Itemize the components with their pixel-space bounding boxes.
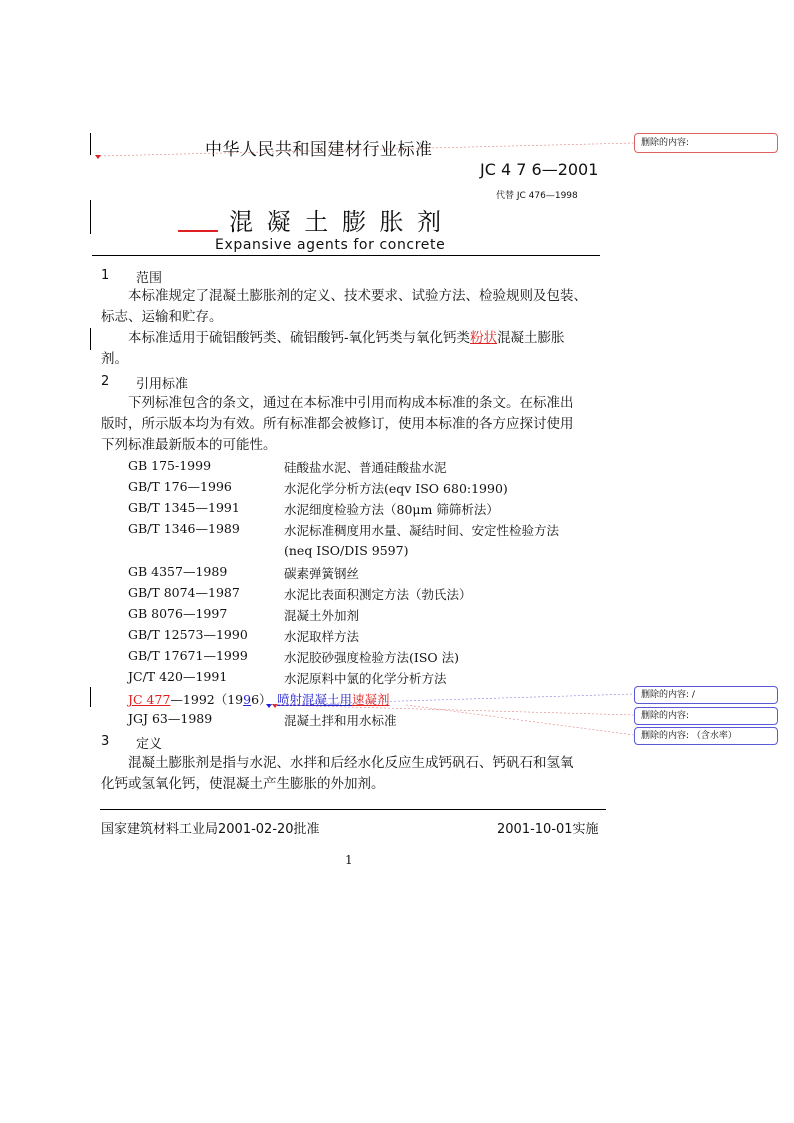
- ref-title: 混凝土外加剂: [284, 608, 360, 623]
- ref-code: GB/T 1346—1989: [128, 521, 240, 536]
- ref-code: —1992（19: [170, 692, 244, 707]
- approval-note: 国家建筑材料工业局2001-02-20批准: [101, 822, 320, 837]
- comment-balloon[interactable]: [634, 727, 778, 745]
- ref-title: 水泥比表面积测定方法（勃氏法）: [284, 587, 472, 602]
- ref-title: 水泥取样方法: [284, 629, 360, 644]
- ref-title: 碳素弹簧钢丝: [284, 566, 360, 581]
- ref-code: GB 4357—1989: [128, 564, 228, 579]
- ref-title: 水泥标准稠度用水量、凝结时间、安定性检验方法: [284, 523, 560, 538]
- ref-code: 6）: [251, 692, 272, 707]
- ref-title: 水泥细度检验方法（80μm 筛筛析法）: [284, 502, 499, 517]
- ref-title: (neq ISO/DIS 9597): [284, 543, 409, 558]
- footer-divider: [100, 809, 606, 810]
- ref-code: JC/T 420—1991: [128, 669, 228, 684]
- comment-balloon[interactable]: [634, 686, 778, 704]
- standard-title-cn: 混 凝 土 膨 胀 剂: [229, 208, 445, 236]
- standard-code: JC 4 7 6—2001: [480, 160, 599, 179]
- section-number: 3: [101, 734, 110, 749]
- paragraph-text: 本标准适用于硫铝酸钙类、硫铝酸钙-氧化钙类与氧化钙类: [128, 330, 471, 346]
- ref-code: GB 175-1999: [128, 458, 212, 473]
- inserted-text: 喷射混凝土用: [277, 692, 353, 707]
- section-heading: 定义: [136, 737, 163, 752]
- section-number: 2: [101, 374, 110, 389]
- comment-text: /: [689, 690, 695, 700]
- comment-balloon[interactable]: [634, 133, 778, 153]
- comment-label: 删除的内容:: [641, 690, 690, 700]
- inserted-text: 9: [243, 692, 252, 707]
- ref-code: GB/T 1345—1991: [128, 500, 240, 515]
- effective-date: 2001-10-01实施: [497, 822, 599, 837]
- comment-label: 删除的内容:: [641, 731, 690, 741]
- inserted-text: JC 477: [128, 692, 171, 707]
- replaces-note: 代替 JC 476—1998: [496, 191, 578, 201]
- ref-title: 水泥化学分析方法(eqv ISO 680:1990): [284, 481, 508, 496]
- paragraph-line: 剂。: [101, 351, 128, 367]
- issuer-title: 中华人民共和国建材行业标准: [205, 140, 433, 160]
- paragraph-line: 下列标准包含的条文，通过在本标准中引用而构成本标准的条文。在标准出: [128, 395, 574, 411]
- ref-title: 水泥原料中氯的化学分析方法: [284, 671, 447, 686]
- ref-title: 水泥胶砂强度检验方法(ISO 法): [284, 650, 459, 665]
- ref-code: JGJ 63—1989: [128, 711, 213, 726]
- ref-code: GB/T 12573—1990: [128, 627, 248, 642]
- comment-balloon[interactable]: [634, 707, 778, 725]
- ref-title: 硅酸盐水泥、普通硅酸盐水泥: [284, 460, 447, 475]
- ref-title: 混凝土拌和用水标准: [284, 713, 397, 728]
- comment-text: （含水率）: [689, 731, 737, 741]
- ref-code: GB/T 8074—1987: [128, 585, 240, 600]
- comment-label: 删除的内容:: [641, 711, 690, 721]
- paragraph-line: 标志、运输和贮存。: [101, 309, 223, 325]
- ref-code: GB 8076—1997: [128, 606, 228, 621]
- standard-title-en: Expansive agents for concrete: [215, 237, 446, 253]
- inserted-text: 速凝剂: [352, 692, 390, 707]
- paragraph-line: 混凝土膨胀剂是指与水泥、水拌和后经水化反应生成钙矾石、钙矾石和氢氧: [128, 755, 574, 771]
- comment-label: 删除的内容:: [641, 138, 690, 148]
- page-number: 1: [345, 853, 353, 867]
- paragraph-line: 版时，所示版本均为有效。所有标准都会被修订，使用本标准的各方应探讨使用: [101, 416, 574, 432]
- paragraph-text: 混凝土膨胀: [497, 330, 565, 346]
- section-heading: 范围: [136, 271, 163, 286]
- section-heading: 引用标准: [136, 377, 189, 392]
- ref-code: GB/T 17671—1999: [128, 648, 248, 663]
- paragraph-line: 下列标准最新版本的可能性。: [101, 437, 277, 453]
- inserted-text: 粉状: [470, 330, 498, 346]
- paragraph-line: 本标准规定了混凝土膨胀剂的定义、技术要求、试验方法、检验规则及包装、: [128, 288, 587, 304]
- ref-code: GB/T 176—1996: [128, 479, 232, 494]
- paragraph-line: 化钙或氢氧化钙，使混凝土产生膨胀的外加剂。: [101, 776, 385, 792]
- section-number: 1: [101, 268, 110, 283]
